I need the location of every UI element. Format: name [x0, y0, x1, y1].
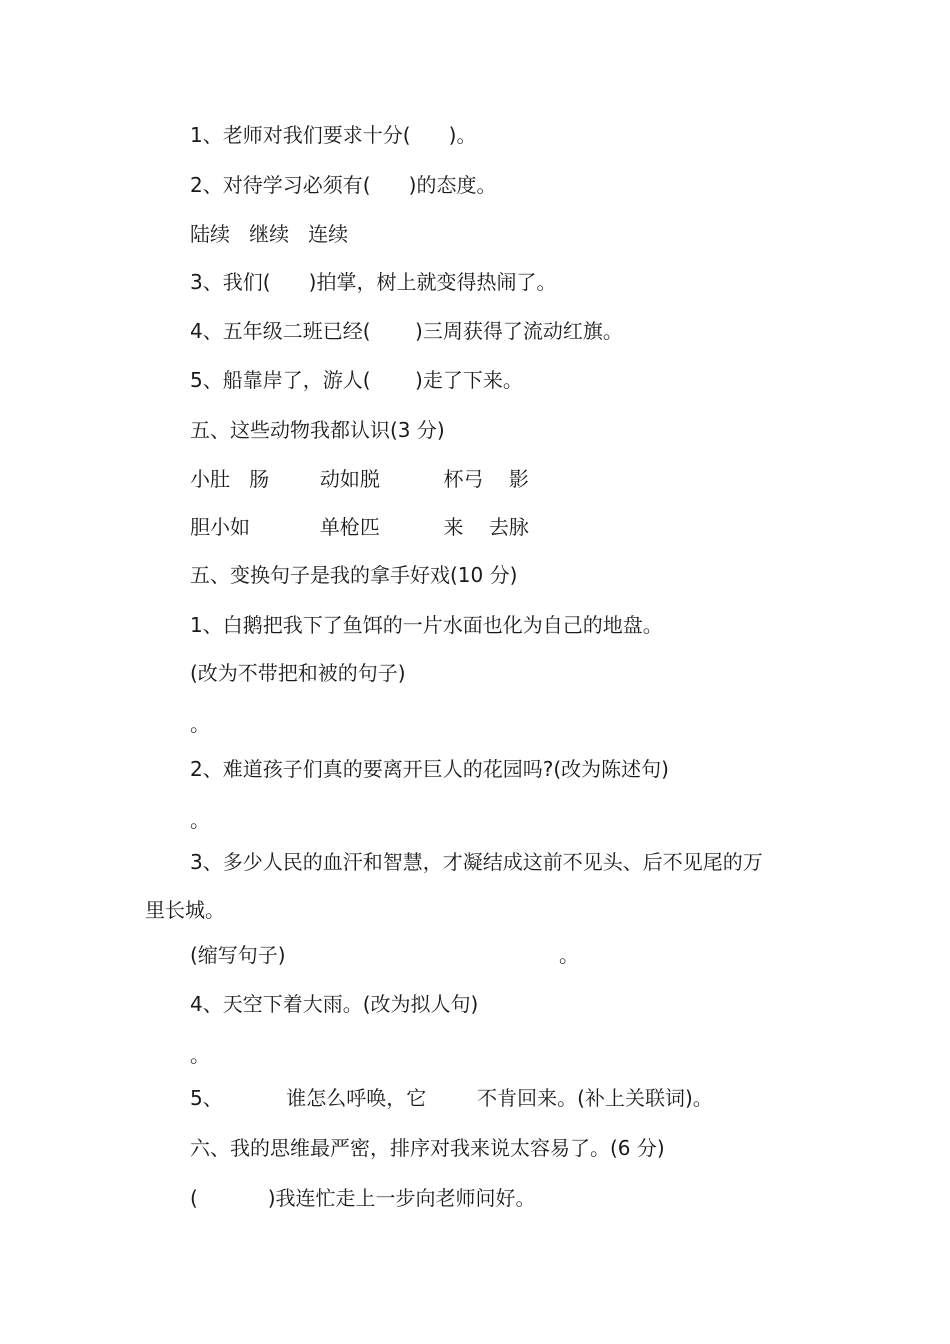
- answer-line: 。: [190, 808, 210, 832]
- question-line: 3、多少人民的血汗和智慧，才凝结成这前不见头、后不见尾的万: [190, 850, 763, 874]
- section-heading: 五、这些动物我都认识(3 分): [190, 418, 445, 442]
- question-line: 3、我们( )拍掌，树上就变得热闹了。: [190, 270, 557, 294]
- question-instruction: (缩写句子) 。: [190, 943, 579, 967]
- question-line: ( )我连忙走上一步向老师问好。: [190, 1186, 536, 1210]
- section-heading: 六、我的思维最严密，排序对我来说太容易了。(6 分): [190, 1136, 665, 1160]
- question-line: 5、船靠岸了，游人( )走了下来。: [190, 368, 523, 392]
- question-line-continued: 里长城。: [145, 898, 225, 922]
- question-line: 2、对待学习必须有( )的态度。: [190, 173, 497, 197]
- idiom-row: 胆小如 单枪匹 来 去脉: [190, 515, 529, 539]
- answer-line: 。: [190, 712, 210, 736]
- idiom-row: 小肚 肠 动如脱 杯弓 影: [190, 467, 529, 491]
- question-line: 2、难道孩子们真的要离开巨人的花园吗?(改为陈述句): [190, 757, 669, 781]
- question-line: 4、五年级二班已经( )三周获得了流动红旗。: [190, 319, 623, 343]
- question-line: 4、天空下着大雨。(改为拟人句): [190, 992, 479, 1016]
- question-line: 5、 谁怎么呼唤，它 不肯回来。(补上关联词)。: [190, 1086, 713, 1110]
- answer-line: 。: [190, 1043, 210, 1067]
- question-line: 1、白鹅把我下了鱼饵的一片水面也化为自己的地盘。: [190, 613, 663, 637]
- word-options: 陆续 继续 连续: [190, 222, 349, 246]
- section-heading: 五、变换句子是我的拿手好戏(10 分): [190, 563, 518, 587]
- question-line: 1、老师对我们要求十分( )。: [190, 123, 477, 147]
- question-instruction: (改为不带把和被的句子): [190, 661, 406, 685]
